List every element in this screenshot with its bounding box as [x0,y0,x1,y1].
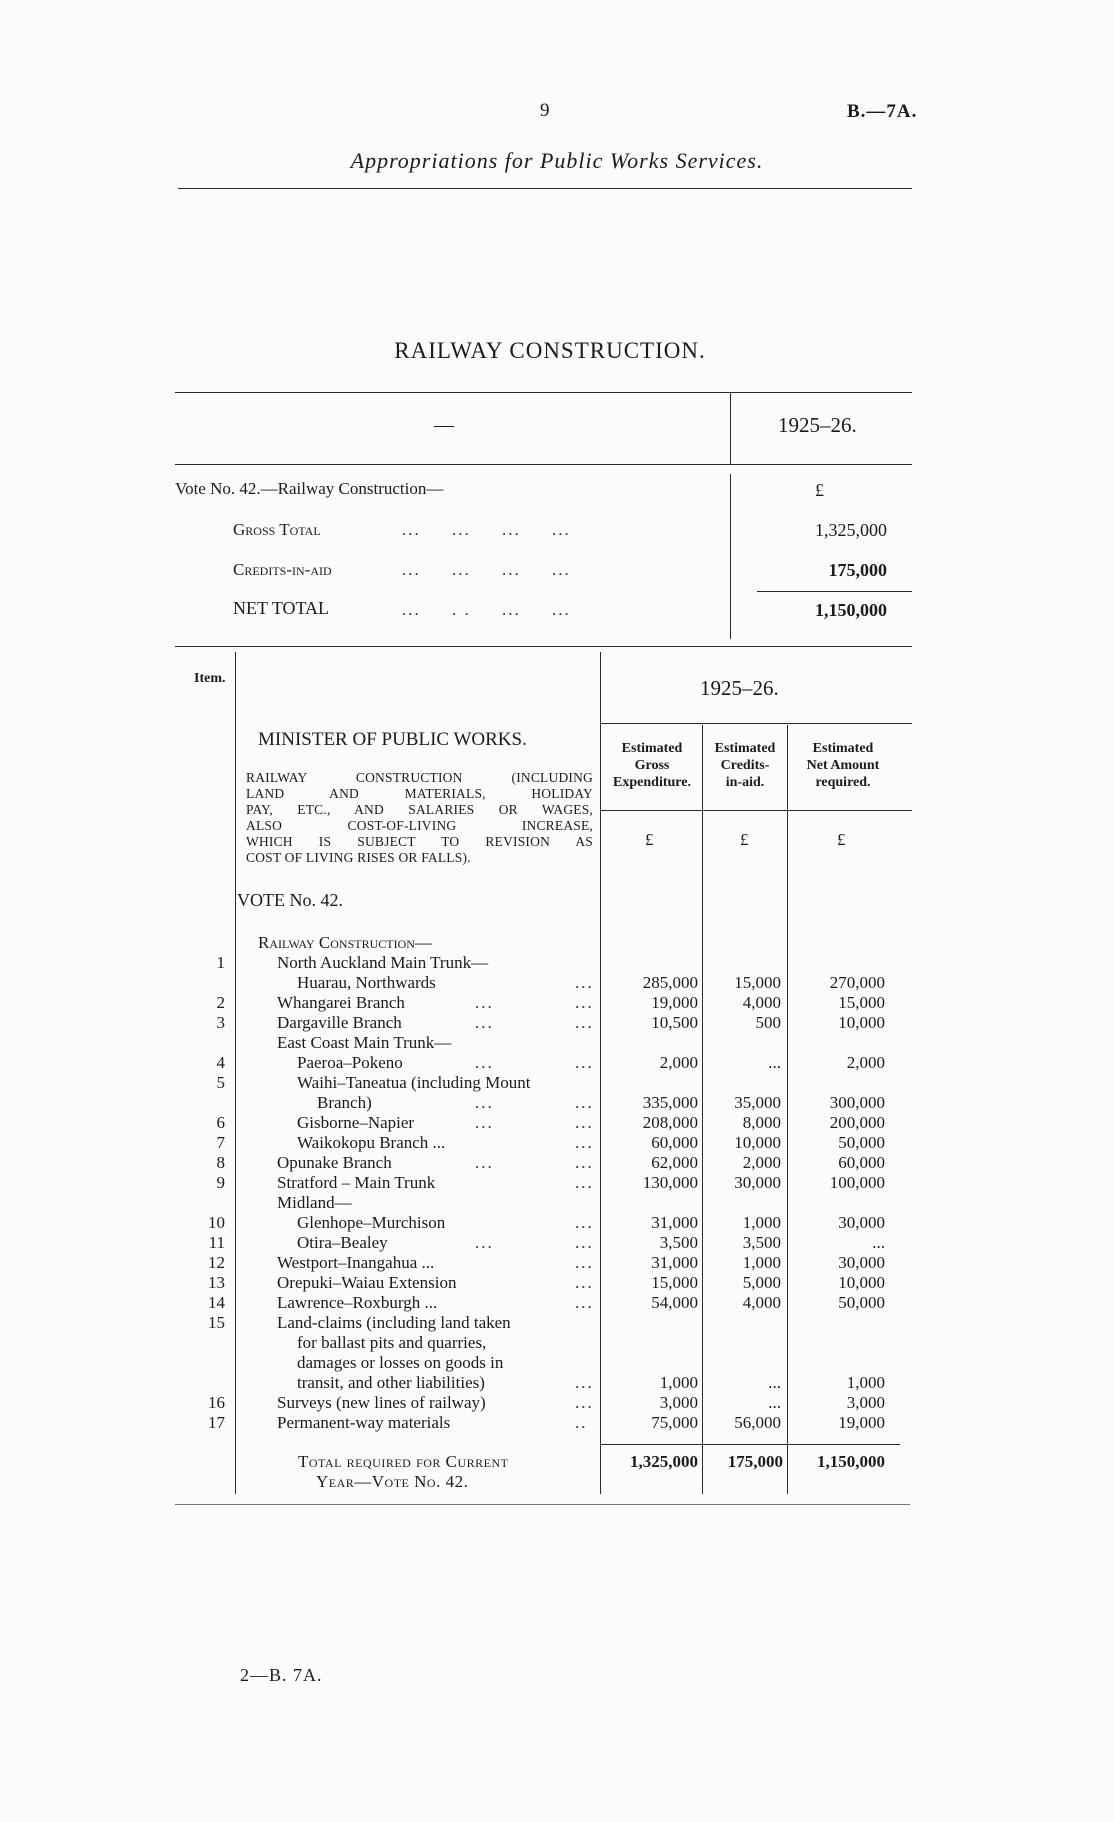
gross-value: 130,000 [642,1173,698,1192]
gross-value: 62,000 [651,1153,698,1172]
item-label-dots: ... [475,1153,494,1172]
header-line: Net Amount [806,758,880,773]
table-row [0,1213,1114,1233]
header-line: Estimated [714,741,776,756]
item-label: East Coast Main Trunk— [277,1033,452,1052]
table-row [0,1373,1114,1393]
summary-top-rule [175,392,912,393]
item-leader-dots: ... [575,1013,594,1032]
net-total-label: NET TOTAL [233,598,330,618]
net-total-dots: ... . . ... ... [402,600,571,619]
table-row [0,1113,1114,1133]
credits-value: 500 [755,1013,781,1032]
item-number: 15 [208,1313,225,1332]
item-leader-dots: ... [575,1233,594,1252]
net-value: 30,000 [838,1213,885,1232]
table-row [0,1273,1114,1293]
item-leader-dots: ... [575,1373,594,1392]
credits-currency: £ [740,830,749,849]
item-label-dots: ... [475,1013,494,1032]
header-rule [178,188,912,189]
item-label: Opunake Branch [277,1153,392,1172]
credits-value: 3,500 [742,1233,781,1252]
table-row [0,1253,1114,1273]
summary-dash: — [434,414,454,436]
gross-value: 208,000 [642,1113,698,1132]
item-leader-dots: ... [575,1393,594,1412]
table-row [0,1393,1114,1413]
header-line: Estimated [812,741,874,756]
item-number: 7 [216,1133,225,1152]
item-label: Whangarei Branch [277,993,405,1012]
item-number: 17 [208,1413,225,1432]
group-heading: Railway Construction— [258,933,432,952]
gross-value: 2,000 [659,1053,698,1072]
item-leader-dots: ... [575,1093,594,1112]
item-number: 10 [208,1213,225,1232]
credits-value: 1,000 [742,1253,781,1272]
net-total-amount: 1,150,000 [815,600,887,620]
item-label: Lawrence–Roxburgh ... [277,1293,438,1312]
table-row [0,1333,1114,1353]
credits-in-aid-label: Credits-in-aid [233,560,332,579]
header-line: Estimated [621,741,683,756]
footer-signature: 2—B. 7A. [240,1665,323,1685]
table-row [0,1013,1114,1033]
gross-column-header [604,740,700,791]
description-line: COST OF LIVING RISES OR FALLS). [246,850,471,865]
gross-value: 75,000 [651,1413,698,1432]
gross-value: 285,000 [642,973,698,992]
item-leader-dots: ... [575,1273,594,1292]
item-header: Item. [194,671,226,686]
net-value: 30,000 [838,1253,885,1272]
item-label: Surveys (new lines of railway) [277,1393,486,1412]
document-reference: B.—7A. [847,101,918,122]
net-currency: £ [837,830,846,849]
table-row [0,1233,1114,1253]
header-line: in-aid. [725,775,765,790]
table-row [0,1413,1114,1433]
gross-value: 1,000 [659,1373,698,1392]
ministry-heading: MINISTER OF PUBLIC WORKS. [258,729,527,750]
header-line: Credits- [720,758,770,773]
gross-value: 54,000 [651,1293,698,1312]
net-value: 50,000 [838,1293,885,1312]
vote-number: VOTE No. 42. [237,890,343,910]
item-number: 4 [216,1053,225,1072]
description-line: LAND AND MATERIALS, HOLIDAY [246,786,593,801]
net-value: ... [872,1233,885,1252]
item-label: Permanent-way materials [277,1413,451,1432]
header-line: required. [815,775,871,790]
total-label-line2: Year—Vote No. 42. [316,1472,469,1491]
total-credits: 175,000 [727,1452,783,1471]
table-year: 1925–26. [700,676,779,700]
item-label: Huarau, Northwards [297,973,436,992]
gross-value: 19,000 [651,993,698,1012]
total-net: 1,150,000 [817,1452,885,1471]
item-label: Paeroa–Pokeno [297,1053,403,1072]
table-row [0,1133,1114,1153]
table-row [0,1313,1114,1333]
credits-value: 5,000 [742,1273,781,1292]
item-leader-dots: ... [575,1173,594,1192]
description-line: RAILWAY CONSTRUCTION (INCLUDING [246,770,593,785]
summary-year: 1925–26. [778,413,857,437]
item-label: Westport–Inangahua ... [277,1253,435,1272]
credits-value: 15,000 [734,973,781,992]
item-label: Midland— [277,1193,352,1212]
item-label: Gisborne–Napier [297,1113,415,1132]
credits-value: 30,000 [734,1173,781,1192]
credits-value: 2,000 [742,1153,781,1172]
net-value: 60,000 [838,1153,885,1172]
net-value: 19,000 [838,1413,885,1432]
credits-value: 4,000 [742,1293,781,1312]
description-line: PAY, ETC., AND SALARIES OR WAGES, [246,802,593,817]
net-value: 100,000 [829,1173,885,1192]
item-number: 5 [216,1073,225,1092]
table-row [0,1093,1114,1113]
credits-value: ... [768,1373,781,1392]
gross-total-amount: 1,325,000 [815,520,887,540]
running-title: Appropriations for Public Works Services. [350,148,764,173]
column-header-rule [600,810,912,811]
net-column-header [788,740,898,791]
item-label: Orepuki–Waiau Extension [277,1273,457,1292]
credits-in-aid-dots: ... ... ... ... [402,560,571,579]
section-title: RAILWAY CONSTRUCTION. [394,338,706,363]
item-number: 3 [216,1013,225,1032]
summary-head-rule [175,464,912,465]
gross-value: 31,000 [651,1253,698,1272]
gross-value: 3,500 [659,1233,698,1252]
credits-value: 1,000 [742,1213,781,1232]
summary-body-divider [730,474,731,639]
header-line: Expenditure. [613,775,691,790]
item-number: 9 [216,1173,225,1192]
credits-column-header [703,740,787,791]
item-number: 14 [208,1293,225,1312]
vote-label: Vote No. 42.—Railway Construction— [175,479,444,498]
item-label: Land-claims (including land taken [277,1313,511,1332]
item-label: Branch) [317,1093,372,1112]
net-total-rule [757,591,912,592]
item-leader-dots: ... [575,973,594,992]
description-block [246,770,593,866]
credits-value: ... [768,1053,781,1072]
credits-value: 4,000 [742,993,781,1012]
table-row [0,973,1114,993]
item-label-dots: ... [475,1233,494,1252]
item-leader-dots: ... [575,1153,594,1172]
gross-value: 335,000 [642,1093,698,1112]
year-rule [600,723,912,724]
table-row [0,953,1114,973]
item-label: North Auckland Main Trunk— [277,953,489,972]
summary-currency: £ [815,480,824,500]
table-row [0,993,1114,1013]
credits-in-aid-amount: 175,000 [828,560,887,580]
credits-value: ... [768,1393,781,1412]
summary-divider [730,392,731,464]
table-row [0,1153,1114,1173]
item-label: Otira–Bealey [297,1233,388,1252]
table-row [0,1053,1114,1073]
item-label: transit, and other liabilities) [297,1373,485,1392]
table-row [0,1353,1114,1373]
item-number: 11 [208,1233,225,1252]
item-leader-dots: .. [575,1413,588,1432]
net-value: 10,000 [838,1273,885,1292]
item-leader-dots: ... [575,1253,594,1272]
gross-total-label: Gross Total [233,520,321,539]
item-number: 2 [216,993,225,1012]
credits-value: 8,000 [742,1113,781,1132]
item-label-dots: ... [475,1113,494,1132]
table-row [0,1293,1114,1313]
table-row [0,1033,1114,1053]
gross-value: 15,000 [651,1273,698,1292]
table-row [0,1193,1114,1213]
item-number: 16 [208,1393,225,1412]
total-rule [600,1444,900,1445]
item-number: 1 [216,953,225,972]
net-value: 2,000 [846,1053,885,1072]
item-label: Dargaville Branch [277,1013,402,1032]
net-value: 50,000 [838,1133,885,1152]
net-value: 200,000 [829,1113,885,1132]
total-gross: 1,325,000 [630,1452,698,1471]
item-label: Stratford – Main Trunk [277,1173,436,1192]
item-label: damages or losses on goods in [297,1353,504,1372]
table-row [0,1073,1114,1093]
item-leader-dots: ... [575,1293,594,1312]
item-label: Waikokopu Branch ... [297,1133,446,1152]
gross-value: 10,500 [651,1013,698,1032]
credits-value: 56,000 [734,1413,781,1432]
header-line: Gross [634,758,670,773]
item-label-dots: ... [475,993,494,1012]
net-value: 3,000 [846,1393,885,1412]
item-number: 8 [216,1153,225,1172]
table-bottom-rule [175,1504,910,1505]
total-label-line1: Total required for Current [298,1452,509,1471]
gross-value: 31,000 [651,1213,698,1232]
net-value: 15,000 [838,993,885,1012]
description-line: WHICH IS SUBJECT TO REVISION AS [246,834,593,849]
item-number: 6 [216,1113,225,1132]
net-value: 10,000 [838,1013,885,1032]
item-leader-dots: ... [575,1113,594,1132]
summary-bottom-rule [175,646,912,647]
description-line: ALSO COST-OF-LIVING INCREASE, [246,818,593,833]
item-label: for ballast pits and quarries, [297,1333,487,1352]
gross-currency: £ [645,830,654,849]
net-value: 270,000 [829,973,885,992]
item-number: 12 [208,1253,225,1272]
credits-value: 35,000 [734,1093,781,1112]
item-label: Glenhope–Murchison [297,1213,446,1232]
gross-value: 3,000 [659,1393,698,1412]
item-leader-dots: ... [575,1213,594,1232]
table-row [0,1173,1114,1193]
net-value: 300,000 [829,1093,885,1112]
credits-value: 10,000 [734,1133,781,1152]
gross-total-dots: ... ... ... ... [402,520,571,539]
page-number: 9 [540,100,550,121]
item-label-dots: ... [475,1053,494,1072]
item-leader-dots: ... [575,993,594,1012]
item-label: Waihi–Taneatua (including Mount [297,1073,531,1092]
gross-value: 60,000 [651,1133,698,1152]
item-leader-dots: ... [575,1053,594,1072]
item-leader-dots: ... [575,1133,594,1152]
item-label-dots: ... [475,1093,494,1112]
item-number: 13 [208,1273,225,1292]
net-value: 1,000 [846,1373,885,1392]
